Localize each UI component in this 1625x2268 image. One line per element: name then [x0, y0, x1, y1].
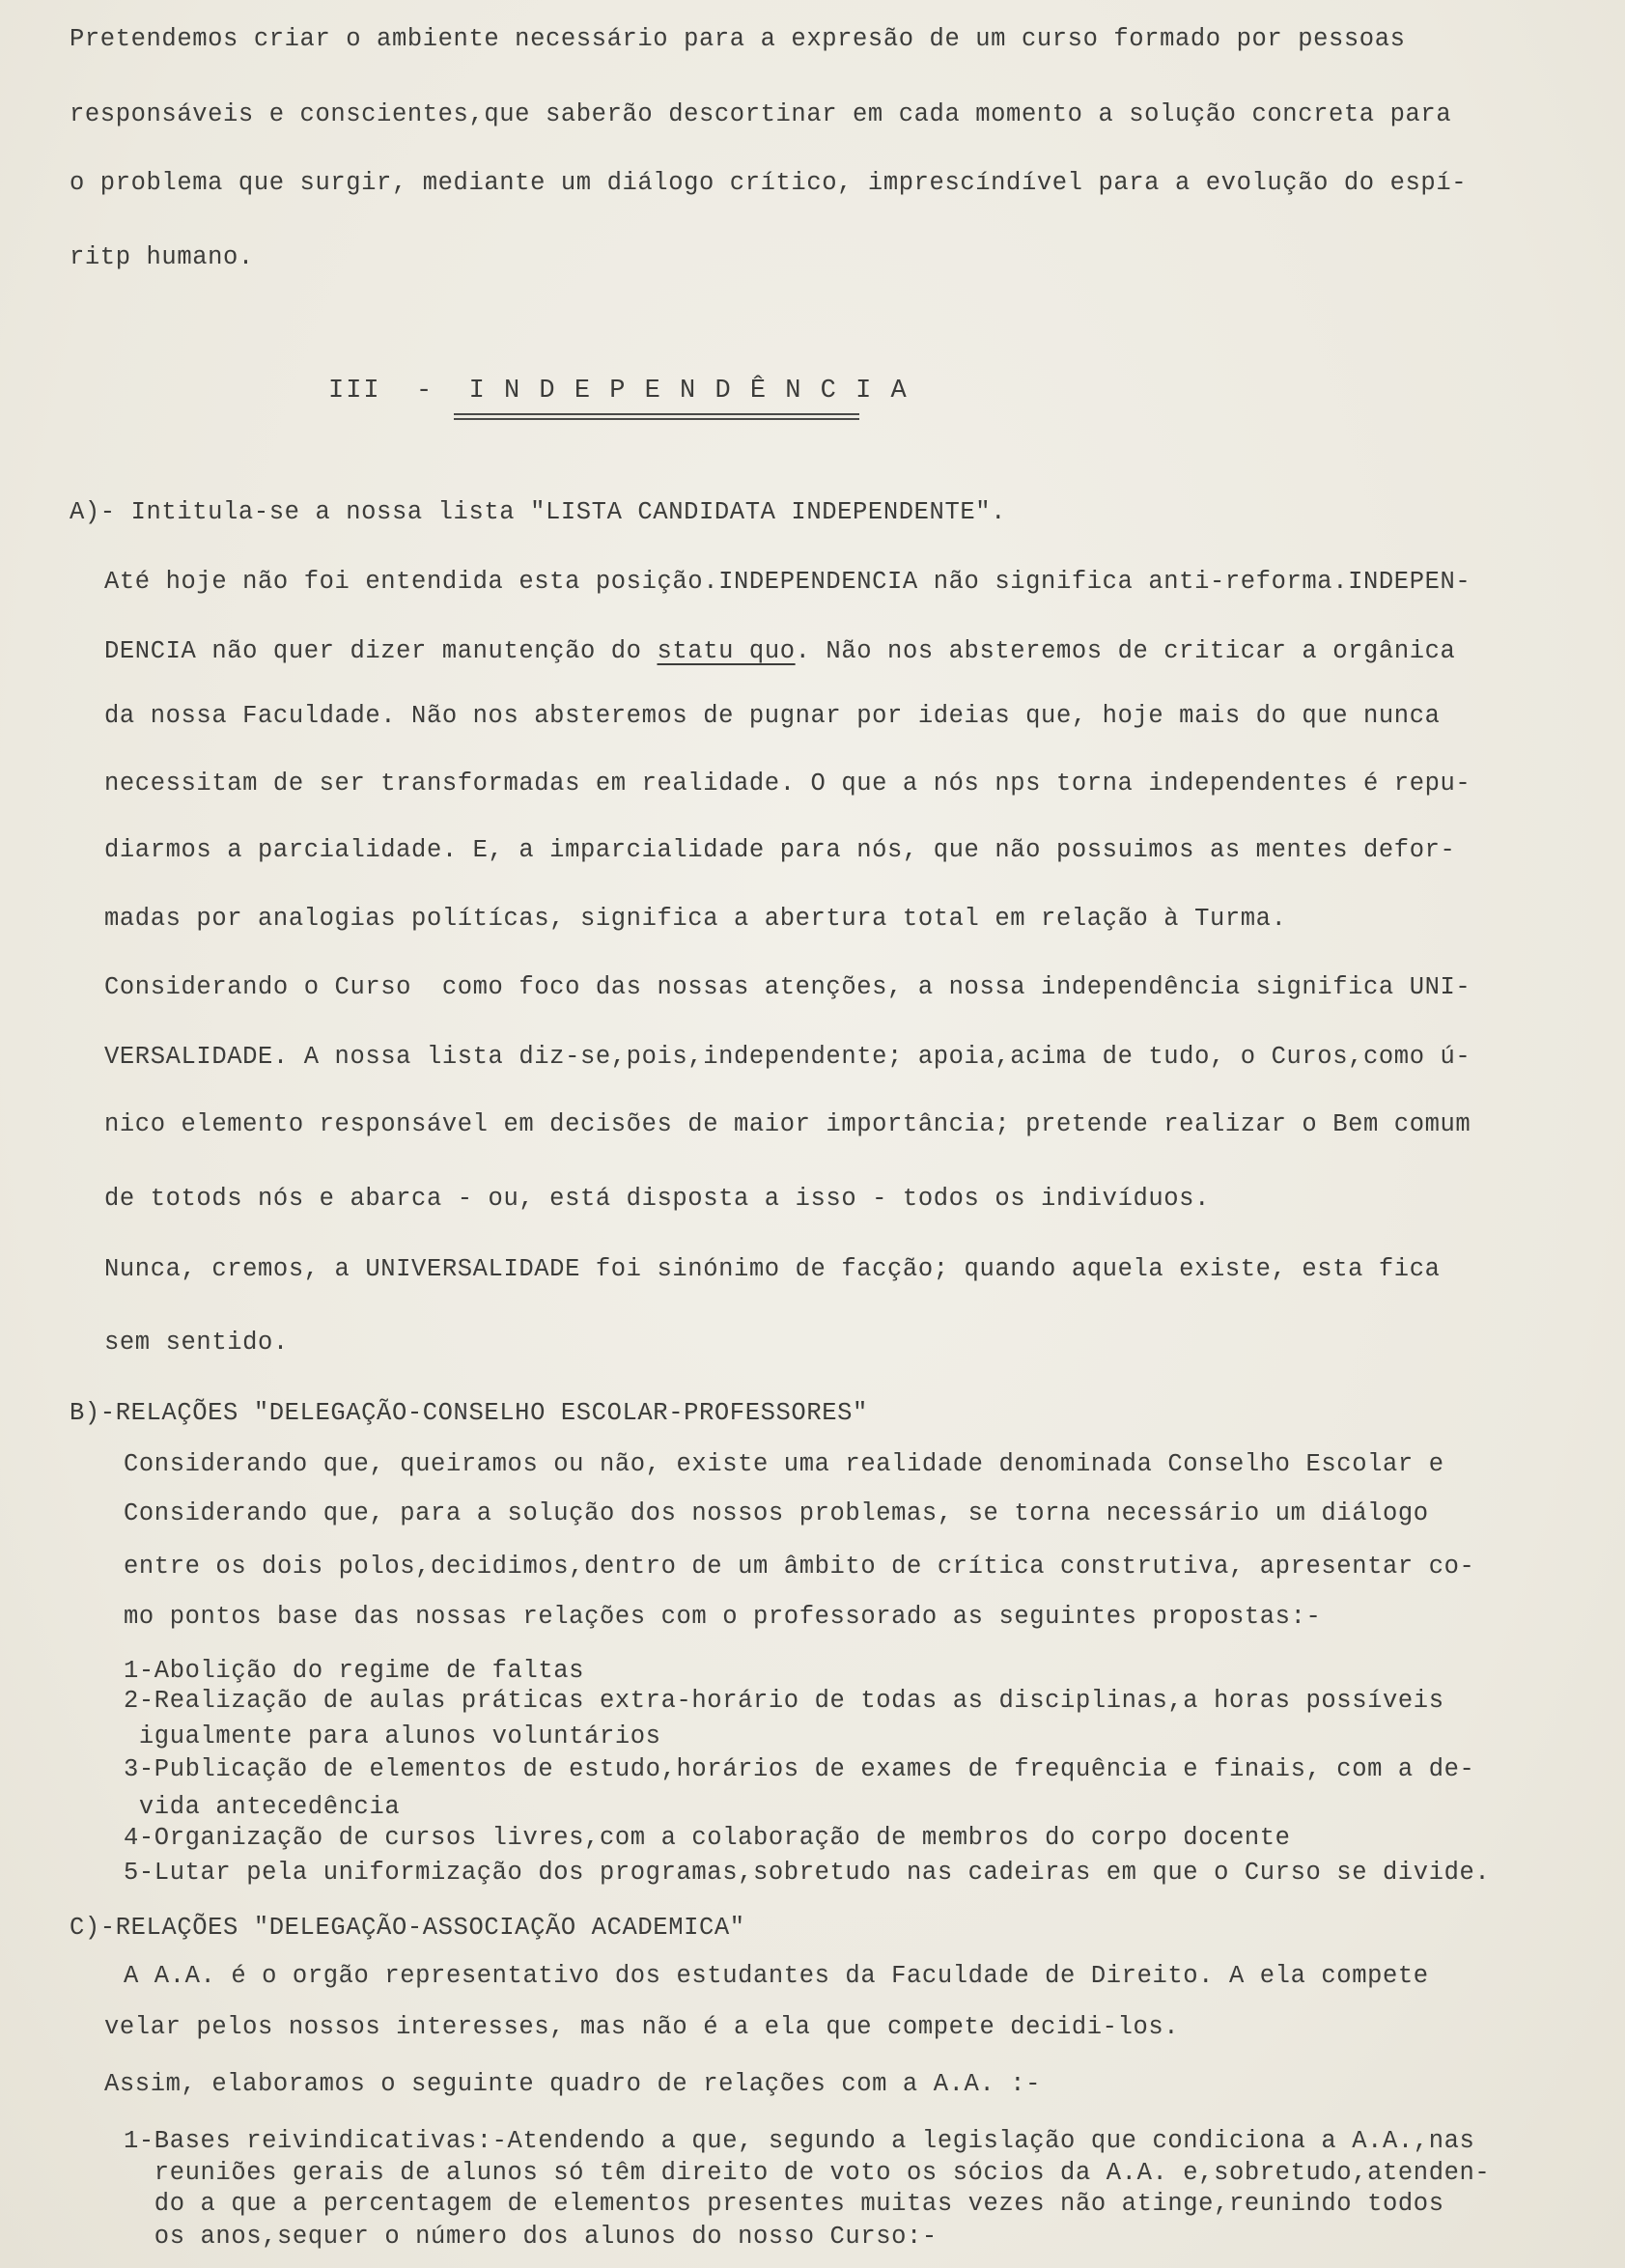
section-c-title: C)-RELAÇÕES "DELEGAÇÃO-ASSOCIAÇÃO ACADEMICA"	[70, 1914, 745, 1942]
section-b-line-1: Considerando que, queiramos ou não, existe uma realidade denominada Conselho Escolar e	[124, 1450, 1444, 1478]
section-a-title: A)- Intitula-se a nossa lista "LISTA CANDIDATA INDEPENDENTE".	[70, 498, 1007, 526]
intro-line-4: ritp humano.	[70, 243, 254, 271]
section-heading: III - I N D E P E N D Ê N C I A	[328, 377, 909, 406]
section-a-line-9: nico elemento responsável em decisões de maior importância; pretende realizar o Bem comum	[104, 1110, 1471, 1138]
section-c-line-3: Assim, elaboramos o seguinte quadro de relações com a A.A. :-	[104, 2070, 1042, 2098]
section-c-line-2: velar pelos nossos interesses, mas não é a ela que compete decidi-los.	[104, 2013, 1180, 2041]
section-b-item-4: 4-Organização de cursos livres,com a colaboração de membros do corpo docente	[124, 1824, 1291, 1852]
section-b-item-1: 1-Abolição do regime de faltas	[124, 1657, 585, 1685]
heading-double-underline-bottom	[454, 418, 859, 420]
section-a-line-4: necessitam de ser transformadas em realidade. O que a nós nps torna independentes é repu-	[104, 770, 1471, 798]
section-b-item-3-cont: vida antecedência	[124, 1793, 401, 1821]
section-a-line-2	[104, 637, 1455, 666]
intro-line-2: responsáveis e conscientes,que saberão descortinar em cada momento a solução concreta para	[70, 100, 1452, 128]
section-a-line-1: Até hoje não foi entendida esta posição.INDEPENDENCIA não significa anti-reforma.INDEPEN-	[104, 568, 1471, 596]
section-b-line-2: Considerando que, para a solução dos nossos problemas, se torna necessário um diálogo	[124, 1499, 1429, 1527]
section-a-line-8: VERSALIDADE. A nossa lista diz-se,pois,independente; apoia,acima de tudo, o Curos,como ú-	[104, 1043, 1471, 1071]
section-a-line-5: diarmos a parcialidade. E, a imparcialidade para nós, que não possuimos as mentes defor-	[104, 836, 1456, 864]
section-a-line-12: sem sentido.	[104, 1329, 289, 1357]
section-a-line-3: da nossa Faculdade. Não nos absteremos de pugnar por ideias que, hoje mais do que nunca	[104, 702, 1441, 730]
section-c-item-1-cont-1: reuniões gerais de alunos só têm direito de voto os sócios da A.A. e,sobretudo,atenden-	[124, 2159, 1491, 2187]
section-c-item-1-cont-3: os anos,sequer o número dos alunos do nosso Curso:-	[124, 2223, 938, 2251]
section-b-item-5: 5-Lutar pela uniformização dos programas,sobretudo nas cadeiras em que o Curso se divide.	[124, 1859, 1491, 1887]
section-a-line-10: de totods nós e abarca - ou, está disposta a isso - todos os indivíduos.	[104, 1185, 1210, 1213]
section-c-line-1: A A.A. é o orgão representativo dos estudantes da Faculdade de Direito. A ela compete	[124, 1962, 1429, 1990]
statu-quo-underlined: statu quo	[657, 637, 796, 665]
section-c-item-1-cont-2: do a que a percentagem de elementos presentes muitas vezes não atinge,reunindo todos	[124, 2190, 1444, 2218]
section-b-line-3: entre os dois polos,decidimos,dentro de um âmbito de crítica construtiva, apresentar co-	[124, 1553, 1475, 1581]
section-b-title: B)-RELAÇÕES "DELEGAÇÃO-CONSELHO ESCOLAR-PROFESSORES"	[70, 1399, 868, 1427]
intro-line-3: o problema que surgir, mediante um diálogo crítico, imprescíndível para a evolução do espí-	[70, 169, 1468, 197]
section-b-item-3: 3-Publicação de elementos de estudo,horários de exames de frequência e finais, com a de-	[124, 1755, 1475, 1783]
section-a-line-11: Nunca, cremos, a UNIVERSALIDADE foi sinónimo de facção; quando aquela existe, esta fica	[104, 1255, 1441, 1283]
section-a-line-2-start: DENCIA não quer dizer manutenção do	[104, 637, 658, 665]
section-b-line-4: mo pontos base das nossas relações com o professorado as seguintes propostas:-	[124, 1603, 1322, 1631]
section-a-line-7: Considerando o Curso como foco das nossas atenções, a nossa independência significa UNI-	[104, 973, 1471, 1001]
section-b-item-2: 2-Realização de aulas práticas extra-horário de todas as disciplinas,a horas possíveis	[124, 1687, 1444, 1715]
heading-double-underline-top	[454, 413, 859, 415]
section-a-line-6: madas por analogias polítícas, significa a abertura total em relação à Turma.	[104, 905, 1287, 933]
section-a-line-2-end: . Não nos absteremos de criticar a orgânica	[795, 637, 1456, 665]
section-c-item-1: 1-Bases reivindicativas:-Atendendo a que, segundo a legislação que condiciona a A.A.,nas	[124, 2127, 1475, 2155]
intro-line-1: Pretendemos criar o ambiente necessário para a expresão de um curso formado por pessoas	[70, 25, 1406, 53]
section-b-item-2-cont: igualmente para alunos voluntários	[124, 1722, 661, 1750]
